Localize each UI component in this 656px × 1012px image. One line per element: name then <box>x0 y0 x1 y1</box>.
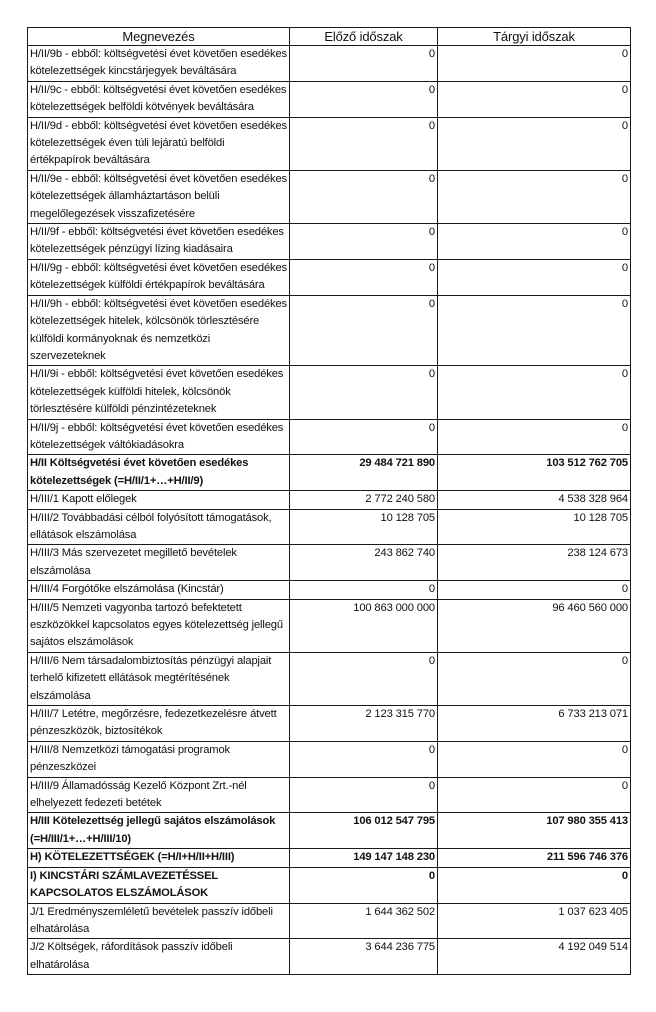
row-name: H/II/9d - ebből: költségvetési évet követően esedékes kötelezettségek éven túli lejáratú belföldi értékpapírok beváltására <box>28 117 290 170</box>
table-row <box>28 903 631 939</box>
row-previous-value: 10 128 705 <box>290 509 438 545</box>
row-name: H/II/9f - ebből: költségvetési évet követően esedékes kötelezettségek pénzügyi lízing kiadásaira <box>28 224 290 260</box>
row-current-value: 211 596 746 376 <box>438 849 631 867</box>
row-current-value: 6 733 213 071 <box>438 706 631 742</box>
table-row <box>28 491 631 509</box>
row-previous-value: 100 863 000 000 <box>290 599 438 652</box>
row-name: H/II/9c - ebből: költségvetési évet követően esedékes kötelezettségek belföldi kötvények beváltására <box>28 81 290 117</box>
row-current-value: 0 <box>438 419 631 455</box>
row-previous-value: 0 <box>290 366 438 419</box>
row-name: H/III/5 Nemzeti vagyonba tartozó befektetett eszközökkel kapcsolatos egyes kötelezettség jellegű sajátos elszámolások <box>28 599 290 652</box>
table-row <box>28 419 631 455</box>
header-name: Megnevezés <box>28 28 290 46</box>
row-previous-value: 0 <box>290 117 438 170</box>
table-row <box>28 867 631 903</box>
row-previous-value: 0 <box>290 224 438 260</box>
row-previous-value: 0 <box>290 652 438 705</box>
row-name: H/II/9j - ebből: költségvetési évet követően esedékes kötelezettségek váltókiadásokra <box>28 419 290 455</box>
row-previous-value: 2 123 315 770 <box>290 706 438 742</box>
row-name: H/III/1 Kapott előlegek <box>28 491 290 509</box>
row-name: H/III Kötelezettség jellegű sajátos elszámolások (=H/III/1+…+H/III/10) <box>28 813 290 849</box>
table-row <box>28 599 631 652</box>
row-name: H/III/6 Nem társadalombiztosítás pénzügyi alapjait terhelő kifizetett ellátások megtérítésének elszámolása <box>28 652 290 705</box>
table-row <box>28 581 631 599</box>
table-row <box>28 706 631 742</box>
row-current-value: 0 <box>438 81 631 117</box>
row-previous-value: 3 644 236 775 <box>290 939 438 975</box>
table-row <box>28 259 631 295</box>
row-name: H/II/9i - ebből: költségvetési évet követően esedékes kötelezettségek külföldi hitelek, kölcsönök törlesztésére külföldi pénzintézeteknek <box>28 366 290 419</box>
row-previous-value: 0 <box>290 81 438 117</box>
row-previous-value: 0 <box>290 295 438 366</box>
row-current-value: 238 124 673 <box>438 545 631 581</box>
row-previous-value: 0 <box>290 741 438 777</box>
row-current-value: 0 <box>438 224 631 260</box>
row-previous-value: 0 <box>290 581 438 599</box>
table-row <box>28 849 631 867</box>
row-name: H/III/7 Letétre, megőrzésre, fedezetkezelésre átvett pénzeszközök, biztosítékok <box>28 706 290 742</box>
row-current-value: 0 <box>438 867 631 903</box>
table-row <box>28 455 631 491</box>
row-current-value: 0 <box>438 117 631 170</box>
table-row <box>28 509 631 545</box>
table-row <box>28 939 631 975</box>
row-current-value: 96 460 560 000 <box>438 599 631 652</box>
table-row <box>28 366 631 419</box>
row-previous-value: 0 <box>290 46 438 82</box>
row-previous-value: 0 <box>290 259 438 295</box>
table-row <box>28 777 631 813</box>
row-current-value: 0 <box>438 741 631 777</box>
table-row <box>28 295 631 366</box>
header-current-period: Tárgyi időszak <box>438 28 631 46</box>
row-name: J/1 Eredményszemléletű bevételek passzív időbeli elhatárolása <box>28 903 290 939</box>
row-previous-value: 0 <box>290 867 438 903</box>
row-previous-value: 243 862 740 <box>290 545 438 581</box>
row-current-value: 0 <box>438 295 631 366</box>
table-row <box>28 652 631 705</box>
row-current-value: 0 <box>438 581 631 599</box>
row-name: I) KINCSTÁRI SZÁMLAVEZETÉSSEL KAPCSOLATOS ELSZÁMOLÁSOK <box>28 867 290 903</box>
table-row <box>28 170 631 223</box>
row-current-value: 4 192 049 514 <box>438 939 631 975</box>
balance-sheet-table <box>27 27 631 975</box>
row-name: H/III/3 Más szervezetet megillető bevételek elszámolása <box>28 545 290 581</box>
row-current-value: 0 <box>438 366 631 419</box>
row-current-value: 0 <box>438 259 631 295</box>
row-name: H/II/9e - ebből: költségvetési évet követően esedékes kötelezettségek államháztartáson belüli megelőlegezések visszafizetésére <box>28 170 290 223</box>
row-name: J/2 Költségek, ráfordítások passzív időbeli elhatárolása <box>28 939 290 975</box>
row-previous-value: 2 772 240 580 <box>290 491 438 509</box>
table-row <box>28 81 631 117</box>
row-current-value: 1 037 623 405 <box>438 903 631 939</box>
row-current-value: 10 128 705 <box>438 509 631 545</box>
row-previous-value: 0 <box>290 419 438 455</box>
row-current-value: 4 538 328 964 <box>438 491 631 509</box>
row-name: H) KÖTELEZETTSÉGEK (=H/I+H/II+H/III) <box>28 849 290 867</box>
row-current-value: 107 980 355 413 <box>438 813 631 849</box>
row-previous-value: 149 147 148 230 <box>290 849 438 867</box>
table-row <box>28 117 631 170</box>
row-previous-value: 106 012 547 795 <box>290 813 438 849</box>
table-row <box>28 224 631 260</box>
row-previous-value: 0 <box>290 777 438 813</box>
row-current-value: 0 <box>438 46 631 82</box>
table-row <box>28 46 631 82</box>
row-current-value: 0 <box>438 170 631 223</box>
row-current-value: 103 512 762 705 <box>438 455 631 491</box>
row-name: H/II/9h - ebből: költségvetési évet követően esedékes kötelezettségek hitelek, kölcsönök törlesztésére külföldi kormányoknak és nemzetközi szervezeteknek <box>28 295 290 366</box>
row-name: H/III/8 Nemzetközi támogatási programok pénzeszközei <box>28 741 290 777</box>
table-row <box>28 813 631 849</box>
row-name: H/III/4 Forgótőke elszámolása (Kincstár) <box>28 581 290 599</box>
row-previous-value: 0 <box>290 170 438 223</box>
header-row <box>28 28 631 46</box>
row-name: H/III/9 Államadósság Kezelő Központ Zrt.-nél elhelyezett fedezeti betétek <box>28 777 290 813</box>
row-name: H/II/9b - ebből: költségvetési évet követően esedékes kötelezettségek kincstárjegyek beváltására <box>28 46 290 82</box>
row-previous-value: 1 644 362 502 <box>290 903 438 939</box>
header-previous-period: Előző időszak <box>290 28 438 46</box>
table-body <box>28 46 631 975</box>
row-name: H/III/2 Továbbadási célból folyósított támogatások, ellátások elszámolása <box>28 509 290 545</box>
table-row <box>28 545 631 581</box>
row-previous-value: 29 484 721 890 <box>290 455 438 491</box>
row-current-value: 0 <box>438 652 631 705</box>
table-row <box>28 741 631 777</box>
row-name: H/II Költségvetési évet követően esedékes kötelezettségek (=H/II/1+…+H/II/9) <box>28 455 290 491</box>
row-current-value: 0 <box>438 777 631 813</box>
row-name: H/II/9g - ebből: költségvetési évet követően esedékes kötelezettségek külföldi értékpapírok beváltására <box>28 259 290 295</box>
